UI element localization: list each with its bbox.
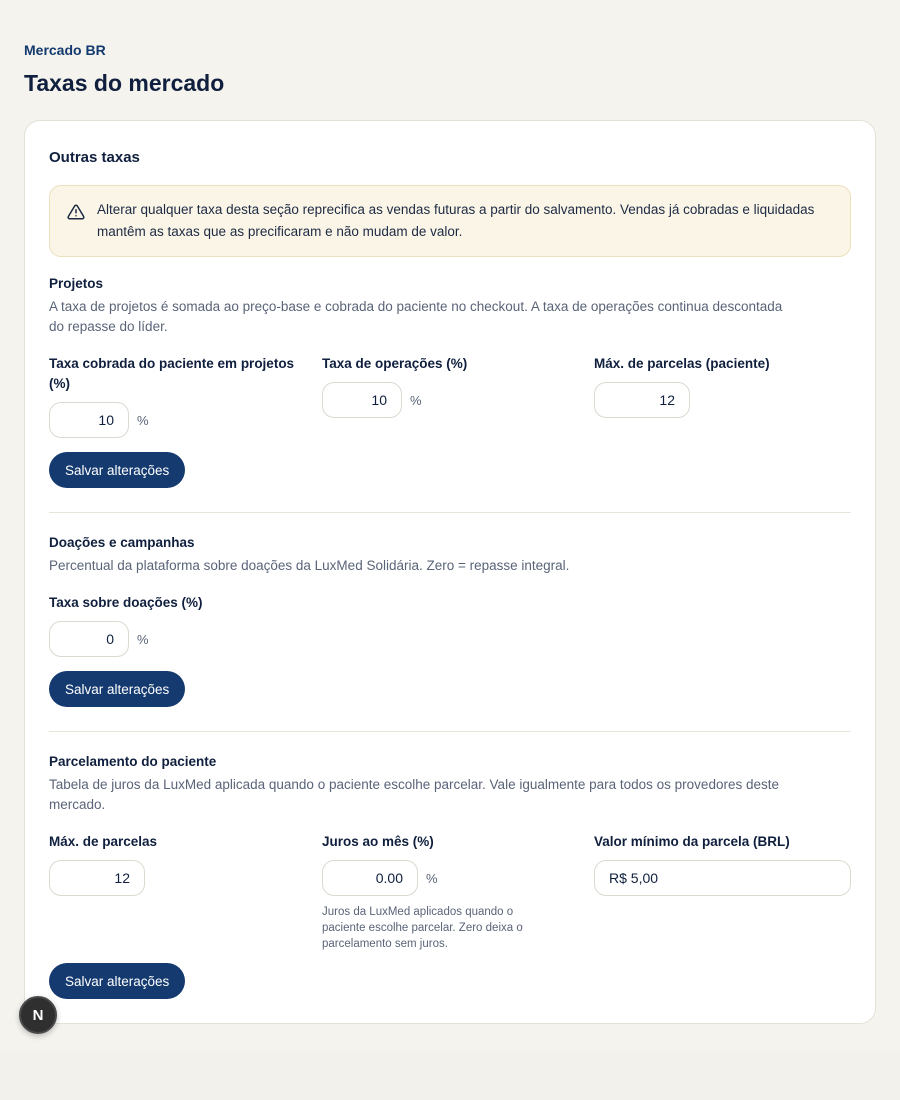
field-max-installments-patient <box>594 354 834 418</box>
divider <box>49 512 851 513</box>
warning-triangle-icon <box>67 203 85 221</box>
field-label: Taxa de operações (%) <box>322 356 468 371</box>
card-title: Outras taxas <box>49 149 140 166</box>
percent-unit: % <box>137 412 149 428</box>
save-parcelamento-button[interactable]: Salvar alterações <box>49 963 185 999</box>
section-title: Doações e campanhas <box>49 535 195 550</box>
nextjs-logo-icon[interactable]: N <box>19 996 57 1034</box>
max-installments-input[interactable]: 12 <box>49 860 145 896</box>
section-parcelamento <box>49 754 851 815</box>
section-description: Tabela de juros da LuxMed aplicada quando o paciente escolhe parcelar. Vale igualmente para todos os provedores deste mercado. <box>49 777 779 812</box>
min-installment-value-input[interactable]: R$ 5,00 <box>594 860 851 896</box>
section-title: Parcelamento do paciente <box>49 754 217 769</box>
field-label: Taxa sobre doações (%) <box>49 595 203 610</box>
other-fees-card <box>24 120 876 1024</box>
field-monthly-interest <box>322 832 582 952</box>
section-title: Projetos <box>49 276 104 291</box>
field-max-installments <box>49 832 309 896</box>
divider <box>49 731 851 732</box>
field-operations-fee <box>322 354 582 418</box>
field-patient-project-fee <box>49 354 309 438</box>
warning-text: Alterar qualquer taxa desta seção reprecifica as vendas futuras a partir do salvamento. Vendas já cobradas e liquidadas mantêm as taxas que as precificaram e não mudam de valor. <box>97 202 815 239</box>
section-description: A taxa de projetos é somada ao preço-base e cobrada do paciente no checkout. A taxa de operações continua descontada do repasse do líder. <box>49 299 783 334</box>
breadcrumb[interactable]: Mercado BR <box>24 42 106 58</box>
field-min-installment-value <box>594 832 851 896</box>
percent-unit: % <box>426 870 438 886</box>
max-installments-patient-input[interactable]: 12 <box>594 382 690 418</box>
section-description: Percentual da plataforma sobre doações da LuxMed Solidária. Zero = repasse integral. <box>49 558 570 573</box>
section-doacoes <box>49 535 851 576</box>
donation-fee-input[interactable]: 0 <box>49 621 129 657</box>
monthly-interest-help: Juros da LuxMed aplicados quando o paciente escolhe parcelar. Zero deixa o parcelamento sem juros. <box>322 906 523 950</box>
warning-banner <box>49 185 851 257</box>
section-projetos <box>49 276 851 337</box>
field-label: Taxa cobrada do paciente em projetos (%) <box>49 356 295 391</box>
field-label: Máx. de parcelas <box>49 834 158 849</box>
field-donation-fee <box>49 593 309 657</box>
save-doacoes-button[interactable]: Salvar alterações <box>49 671 185 707</box>
field-label: Valor mínimo da parcela (BRL) <box>594 834 790 849</box>
save-projetos-button[interactable]: Salvar alterações <box>49 452 185 488</box>
page-footer-strip <box>0 1052 900 1100</box>
operations-fee-input[interactable]: 10 <box>322 382 402 418</box>
monthly-interest-input[interactable]: 0.00 <box>322 860 418 896</box>
field-label: Máx. de parcelas (paciente) <box>594 356 770 371</box>
percent-unit: % <box>410 392 422 408</box>
field-label: Juros ao mês (%) <box>322 834 434 849</box>
page-title: Taxas do mercado <box>24 70 225 96</box>
percent-unit: % <box>137 631 149 647</box>
patient-project-fee-input[interactable]: 10 <box>49 402 129 438</box>
